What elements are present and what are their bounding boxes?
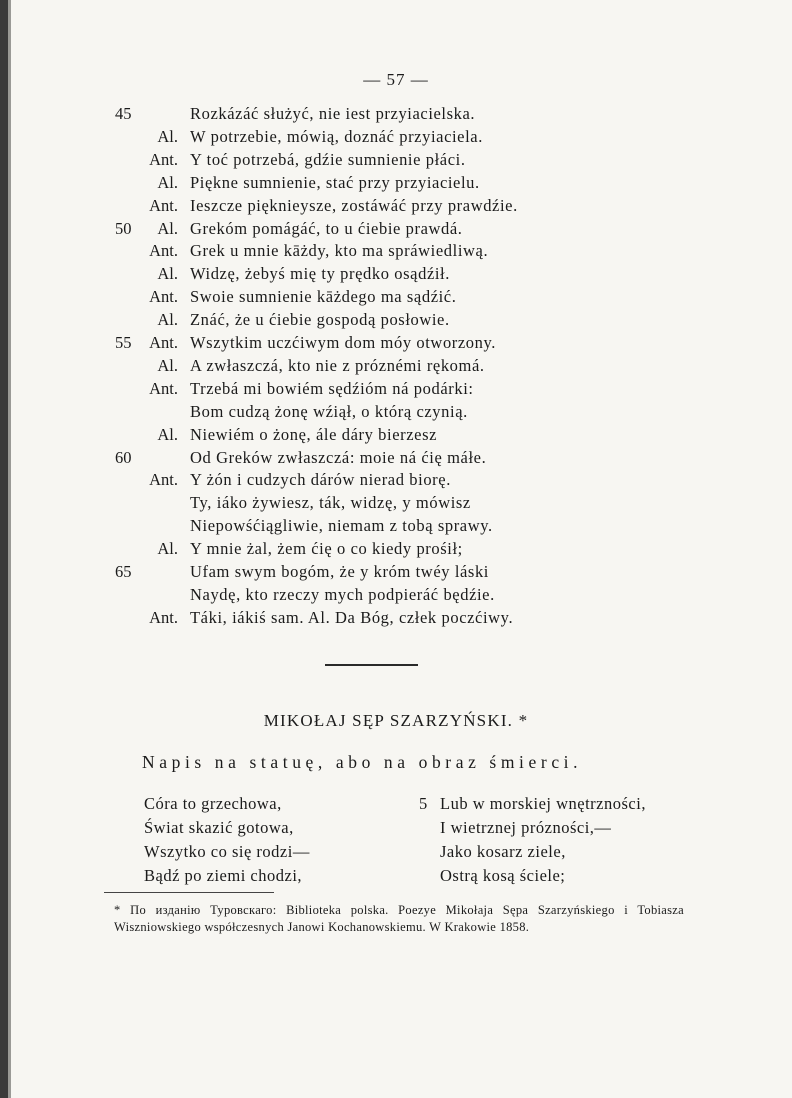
verse-line — [0, 310, 792, 334]
verse-line — [0, 585, 792, 609]
section-divider — [325, 664, 418, 666]
verse-line — [0, 402, 792, 426]
poem-line: Jako kosarz ziele, — [440, 842, 566, 861]
speaker-label: Al. — [157, 126, 178, 146]
speaker-label: Ant. — [149, 333, 178, 352]
verse-line — [0, 333, 792, 357]
speaker-label: Ant. — [149, 241, 178, 261]
poem-line: Wszytko co się rodzi— — [144, 842, 310, 861]
verse-text: Ufam swym bogóm, że y króm twéy láski — [190, 562, 489, 581]
speaker-label: Ant. — [149, 378, 178, 398]
speaker-label: Ant. — [149, 287, 178, 307]
speaker-label: Al. — [157, 172, 178, 192]
line-number: 60 — [115, 447, 132, 467]
line-number: 5 — [419, 794, 428, 813]
line-number: 65 — [115, 562, 132, 581]
verse-text: Swoie sumnienie kāżdego ma sądźić. — [190, 287, 457, 307]
verse-text: Y toć potrzebá, gdźie sumnienie płáci. — [190, 149, 466, 169]
verse-text: Niewiém o żonę, ále dáry bierzesz — [190, 424, 438, 444]
verse-line — [0, 219, 792, 243]
speaker-label: Al. — [157, 310, 178, 330]
verse-line — [0, 539, 792, 563]
verse-line — [0, 425, 792, 449]
verse-text: Y mnie żal, żem ćię o co kiedy prośił; — [190, 539, 463, 559]
verse-line — [0, 150, 792, 174]
speaker-label: Al. — [157, 424, 178, 444]
verse-text: Znáć, że u ćiebie gospodą posłowie. — [190, 310, 450, 330]
speaker-label: Al. — [157, 539, 178, 559]
poet-heading: MIKOŁAJ SĘP SZARZYŃSKI. * — [263, 711, 529, 730]
poem-line: Córa to grzechowa, — [144, 794, 282, 813]
verse-text: Bom cudzą żonę wźiął, o którą czynią. — [190, 401, 468, 421]
verse-text: Od Greków zwłaszczá: moie ná ćię máłe. — [190, 447, 487, 467]
poem-right-column — [440, 794, 646, 890]
verse-text: Naydę, kto rzeczy mych podpieráć będźie. — [190, 584, 495, 604]
speaker-label: Al. — [157, 355, 178, 375]
verse-line — [0, 379, 792, 403]
verse-text: Y żón i cudzych dárów nierad biorę. — [190, 470, 451, 490]
verse-line — [0, 608, 792, 632]
verse-text: Trzebá mi bowiém sędźióm ná podárki: — [190, 378, 474, 398]
page-number: — 57 — — [363, 70, 429, 89]
verse-text: Wszytkim uczćiwym dom móy otworzony. — [190, 333, 497, 352]
verse-text: Widzę, żebyś mię ty prędko osądźił. — [190, 264, 450, 284]
verse-text: Piękne sumnienie, stać przy przyiacielu. — [190, 172, 480, 192]
poem-left-column — [144, 794, 310, 890]
poem-line: Lub w morskiej wnętrzności, — [440, 794, 646, 813]
poem-title: Napis na statuę, abo na obraz śmierci. — [142, 752, 583, 772]
speaker-label: Al. — [157, 264, 178, 284]
speaker-label: Ant. — [149, 149, 178, 169]
verse-line — [0, 562, 792, 586]
line-number: 45 — [115, 104, 132, 123]
verse-line — [0, 196, 792, 220]
verse-line — [0, 241, 792, 265]
verse-line — [0, 516, 792, 540]
verse-text: Ty, iáko żywiesz, ták, widzę, y mówisz — [190, 493, 471, 513]
line-number: 50 — [115, 218, 132, 238]
verse-line — [0, 264, 792, 288]
verse-line — [0, 104, 792, 128]
verse-text: Niepowśćiągliwie, niemam z tobą sprawy. — [190, 516, 493, 536]
verse-line — [0, 287, 792, 311]
poem-line: I wietrznej prózności,— — [440, 818, 612, 837]
verse-text: W potrzebie, mówią, doznáć przyiaciela. — [190, 126, 483, 146]
speaker-label: Ant. — [149, 470, 178, 490]
verse-text: A zwłaszczá, kto nie z próznémi rękomá. — [190, 355, 485, 375]
speaker-label: Ant. — [149, 607, 178, 627]
footnote-rule — [104, 892, 274, 893]
verse-line — [0, 356, 792, 380]
line-number: 55 — [115, 333, 132, 352]
verse-line — [0, 493, 792, 517]
poem-line: Ostrą kosą ściele; — [440, 866, 566, 885]
verse-line — [0, 470, 792, 494]
verse-line — [0, 448, 792, 472]
poem-line: Świat skazić gotowa, — [144, 818, 294, 837]
verse-text: Grek u mnie kāżdy, kto ma spráwiedliwą. — [190, 241, 489, 261]
poem-line: Bądź po ziemi chodzi, — [144, 866, 303, 885]
verse-text: Grekóm pomágáć, to u ćiebie prawdá. — [190, 218, 463, 238]
verse-text: Táki, iákiś sam. Al. Da Bóg, człek poczćiwy. — [190, 607, 514, 627]
footnote: * По изданію Туровскаго: Biblioteka polska. Poezye Mikołaja Sępa Szarzyńskiego i Tobiasza Wiszniowskiego współczesnych Janowi Kochanowskiemu. W Krakowie 1858. — [114, 903, 684, 934]
verse-line — [0, 127, 792, 151]
verse-text: Ieszcze pięknieysze, zostáwáć przy prawdźie. — [190, 195, 518, 215]
verse-line — [0, 173, 792, 197]
speaker-label: Ant. — [149, 195, 178, 215]
verse-text: Rozkázáć służyć, nie iest przyiacielska. — [190, 104, 476, 123]
speaker-label: Al. — [157, 218, 178, 238]
